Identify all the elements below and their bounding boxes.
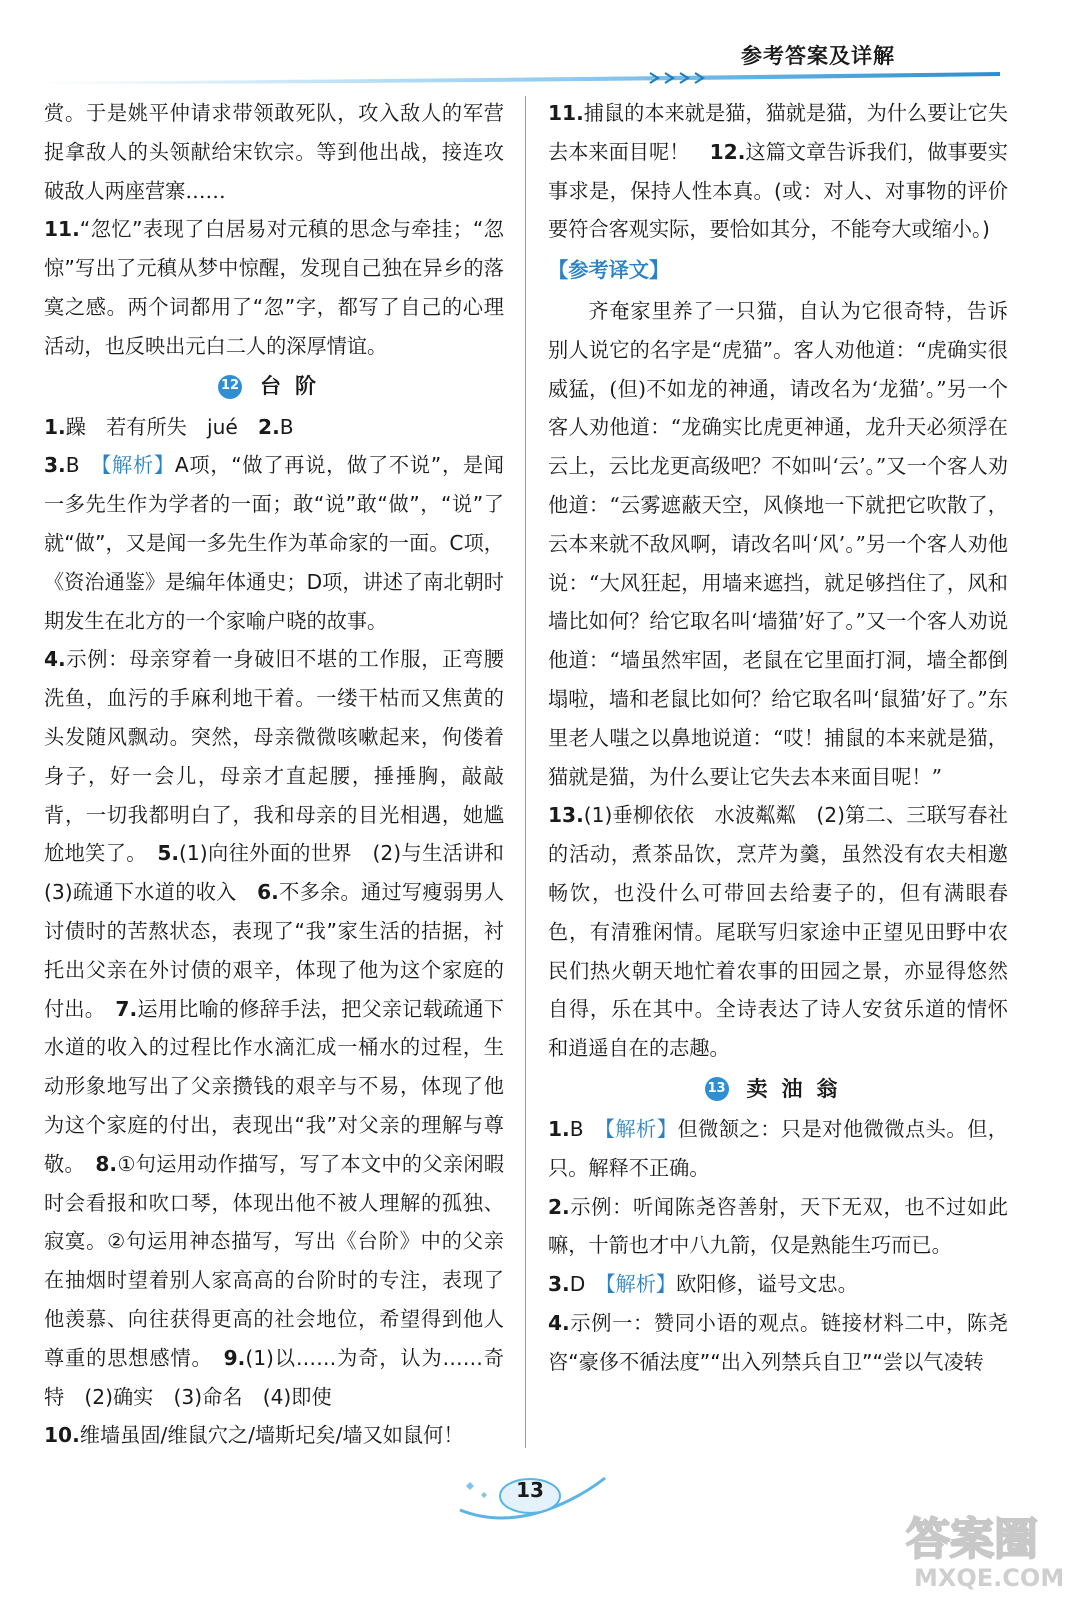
page-number: 13 [516, 1478, 544, 1502]
answer-1-2: 1.躁 若有所失 jué 2.B [44, 414, 294, 439]
answer-s13-4: 4.示例一：赞同小语的观点。链接材料二中，陈尧咨“豪侈不循法度”“出入列禁兵自卫”“尝以气凌转 [548, 1310, 1008, 1374]
header-title: 参考答案及详解 [741, 44, 895, 68]
answer-s13-3: 3.D 【解析】欧阳修，谥号文忠。 [548, 1272, 858, 1297]
section-12-badge: 12 [218, 375, 242, 399]
answer-4-5: 4.示例：母亲穿着一身破旧不堪的工作服，正弯腰洗鱼，血污的手麻利地干着。一缕干枯而又焦黄的头发随风飘动。突然，母亲微微咳嗽起来，佝偻着身子，好一会儿，母亲才直起腰，捶捶胸，敲敲背，一切我都明白了，我和母亲的目光相遇，她尴尬地笑了。 5.(1)向往外面的世界 (2)与生活讲和 (3)疏通下水道的收入 6.不多余。通过写瘦弱男人讨债时的苦熬状态，表现了“我”家生活的拮据，衬托出父亲在外讨债的艰辛，体现了他为这个家庭的付出。 7.运用比喻的修辞手法，把父亲记载疏通下水道的收入的过程比作水滴汇成一桶水的过程，生动形象地写出了父亲攒钱的艰辛与不易，体现了他为这个家庭的付出，表现出“我”对父亲的理解与尊敬。 8.①句运用动作描写，写了本文中的父亲闲暇时会看报和吹口琴，体现出他不被人理解的孤独、寂寞。②句运用神态描写，写出《台阶》中的父亲在抽烟时望着别人家高高的台阶时的专注，表现了他羡慕、向往获得更高的社会地位，希望得到他人尊重的思想感情。 9.(1)以……为奇，认为……奇特 (2)确实 (3)命名 (4)即使 [44, 647, 525, 1409]
right-column [548, 94, 1008, 1382]
watermark-chars: 答案圈 [906, 1514, 1038, 1565]
reference-translation-tag: 【参考译文】 [548, 258, 670, 283]
section-12-heading [44, 367, 504, 407]
reference-translation: 齐奄家里养了一只猫，自认为它很奇特，告诉别人说它的名字是“虎猫”。客人劝他道：“虎确实很威猛，(但)不如龙的神通，请改名为‘龙猫’。”另一个客人劝他道：“龙确实比虎更神通，龙升天必须浮在云上，云比龙更高级吧？不如叫‘云’。”又一个客人劝他道：“云雾遮蔽天空，风倏地一下就把它吹散了，云本来就不敌风啊，请改名叫‘风’。”另一个客人劝他说：“大风狂起，用墙来遮挡，就足够挡住了，风和墙比如何？给它取名叫‘墙猫’好了。”又一个客人劝说他道：“墙虽然牢固，老鼠在它里面打洞，墙全都倒塌啦，墙和老鼠比如何？给它取名叫‘鼠猫’好了。”东里老人嗤之以鼻地说道：“哎！捕鼠的本来就是猫，猫就是猫，为什么要让它失去本来面目呢！” [548, 298, 1008, 789]
section-13-badge: 13 [705, 1077, 729, 1101]
answer-13: 13.(1)垂柳依依 水波粼粼 (2)第二、三联写春社的活动，煮茶品饮，烹芹为羹，虽然没有农夫相邀畅饮，也没什么可带回去给妻子的，但有满眼春色，有清雅闲情。尾联写归家途中正望见田野中农民们热火朝天地忙着农事的田园之景，亦显得悠然自得，乐在其中。全诗表达了诗人安贫乐道的情怀和逍遥自在的志趣。 [548, 803, 1008, 1061]
answer-11: 11.“忽忆”表现了白居易对元稹的思念与牵挂；“忽惊”写出了元稹从梦中惊醒，发现自己独在异乡的落寞之感。两个词都用了“忽”字，都写了自己的心理活动，也反映出元白二人的深厚情谊。 [44, 217, 504, 358]
analysis-tag: 【解析】 [605, 1272, 677, 1297]
section-13-title: 卖油翁 [746, 1076, 852, 1101]
watermark-domain: MXQE.COM [914, 1564, 1065, 1592]
translation-continuation: 赏。于是姚平仲请求带领敢死队，攻入敌人的军营捉拿敌人的头领献给宋钦宗。等到他出战，接连攻破敌人两座营寨…… [44, 101, 504, 203]
section-13-heading [548, 1069, 1008, 1109]
column-divider [525, 96, 526, 1448]
answer-11-12: 11.捕鼠的本来就是猫，猫就是猫，为什么要让它失去本来面目呢！ 12.这篇文章告诉我们，做事要实事求是，保持人性本真。(或：对人、对事物的评价要符合客观实际，要恰如其分，不能夸大或缩小。) [548, 101, 1008, 242]
section-12-title: 台阶 [260, 374, 330, 399]
answer-3: 3.B 【解析】A项，“做了再说，做了不说”，是闻一多先生作为学者的一面；敢“说”敢“做”，“说”了就“做”，又是闻一多先生作为革命家的一面。C项，《资治通鉴》是编年体通史；D项，讲述了南北朝时期发生在北方的一个家喻户晓的故事。 [44, 453, 504, 633]
left-column [44, 94, 525, 1455]
answer-s13-2: 2.示例：听闻陈尧咨善射，天下无双，也不过如此嘛，十箭也才中八九箭，仅是熟能生巧而已。 [548, 1194, 1008, 1258]
analysis-tag: 【解析】 [101, 453, 175, 478]
answer-s13-1: 1.B 【解析】但微颔之：只是对他微微点头。但，只。解释不正确。 [548, 1116, 1008, 1180]
header-decoration [40, 70, 1000, 90]
answer-10: 10.维墙虽固/维鼠穴之/墙斯圮矣/墙又如鼠何！ [44, 1423, 464, 1448]
watermark-logo [896, 1502, 1086, 1592]
page-header [0, 0, 1091, 95]
analysis-tag: 【解析】 [604, 1116, 678, 1141]
